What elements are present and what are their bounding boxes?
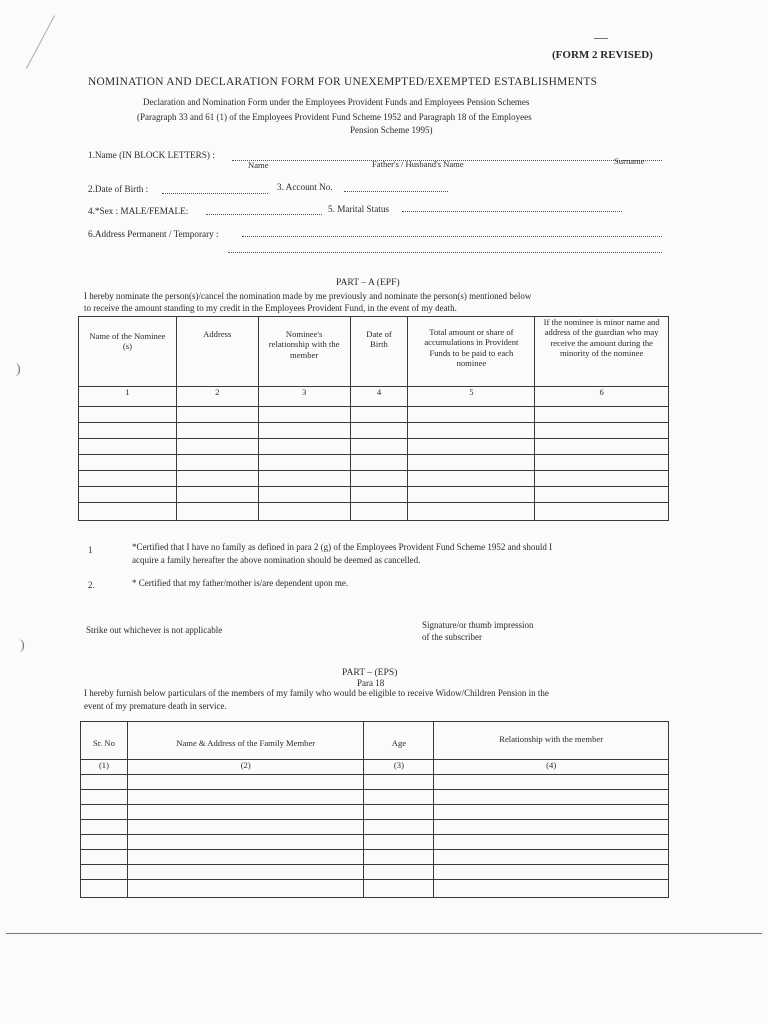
name-sub-father: Father's / Husband's Name (372, 159, 464, 169)
part-a-table (78, 316, 669, 521)
part-a-number-row (79, 387, 669, 407)
part-a-col-number: 4 (350, 387, 408, 407)
part-eps-intro-1: I hereby furnish below particulars of the members of my family who would be eligible to receive Widow/Children Pension in the (84, 688, 549, 698)
account-field[interactable] (344, 191, 448, 192)
form-title: NOMINATION AND DECLARATION FORM FOR UNEXEMPTED/EXEMPTED ESTABLISHMENTS (88, 76, 598, 88)
part-eps-col-number: (1) (81, 760, 128, 775)
part-eps-table (80, 721, 669, 898)
part-a-header-nominee-name: Name of the Nominee (s) (79, 317, 177, 387)
part-a-table-row[interactable] (79, 439, 669, 455)
part-eps-header-relationship: Relationship with the member (434, 722, 669, 760)
cert-2-number: 2. (88, 580, 95, 590)
part-eps-col-number: (4) (434, 760, 669, 775)
part-a-col-number: 6 (535, 387, 669, 407)
form-code: (FORM 2 REVISED) (552, 49, 653, 61)
part-eps-number-row (81, 760, 669, 775)
address-field-line-1[interactable] (242, 236, 662, 237)
form-subtitle-3: Pension Scheme 1995) (350, 125, 433, 135)
part-eps-title: PART – (EPS) (342, 667, 398, 678)
part-a-col-number: 2 (176, 387, 258, 407)
part-eps-table-row[interactable] (81, 835, 669, 850)
part-a-col-number: 1 (79, 387, 177, 407)
part-eps-table-row[interactable] (81, 775, 669, 790)
part-eps-para: Para 18 (357, 678, 385, 688)
cert-1-number: 1 (88, 545, 93, 555)
part-a-title: PART – A (EPF) (336, 277, 400, 288)
part-a-col-number: 3 (258, 387, 350, 407)
part-a-header-guardian: If the nominee is minor name and address of the guardian who may receive the amount during the minority of the nominee (535, 317, 669, 387)
part-a-header-relationship: Nominee's relationship with the member (258, 317, 350, 387)
part-a-table-row[interactable] (79, 455, 669, 471)
part-eps-header-row (81, 722, 669, 760)
part-a-table-row[interactable] (79, 503, 669, 521)
part-a-table-row[interactable] (79, 471, 669, 487)
part-a-header-row (79, 317, 669, 387)
form-subtitle-2: (Paragraph 33 and 61 (1) of the Employees Provident Fund Scheme 1952 and Paragraph 18 of the Employees (137, 112, 532, 122)
part-a-col-number: 5 (408, 387, 535, 407)
part-eps-col-number: (3) (364, 760, 434, 775)
cert-1-text-b: acquire a family hereafter the above nomination should be deemed as cancelled. (132, 555, 421, 565)
scan-mark: ) (16, 362, 21, 377)
name-sub-name: Name (248, 160, 269, 170)
part-eps-table-row[interactable] (81, 865, 669, 880)
sex-label: 4.*Sex : MALE/FEMALE: (88, 206, 189, 216)
strike-out-note: Strike out whichever is not applicable (86, 625, 223, 635)
dob-field[interactable] (162, 193, 268, 194)
part-a-header-address: Address (176, 317, 258, 387)
part-eps-table-row[interactable] (81, 790, 669, 805)
form-subtitle-1: Declaration and Nomination Form under the Employees Provident Funds and Employees Pension Schemes (143, 97, 530, 107)
marital-field[interactable] (402, 211, 622, 212)
part-a-intro-1: I hereby nominate the person(s)/cancel the nomination made by me previously and nominate the person(s) mentioned below (84, 291, 532, 301)
part-eps-table-row[interactable] (81, 805, 669, 820)
header-dash (594, 38, 608, 39)
part-eps-intro-2: event of my premature death in service. (84, 701, 227, 711)
part-a-header-amount: Total amount or share of accumulations in Provident Funds to be paid to each nominee (408, 317, 535, 387)
sex-field[interactable] (206, 214, 322, 215)
account-label: 3. Account No. (277, 182, 333, 192)
part-eps-header-name-address: Name & Address of the Family Member (127, 722, 364, 760)
dob-label: 2.Date of Birth : (88, 184, 149, 194)
part-a-table-row[interactable] (79, 487, 669, 503)
part-a-intro-2: to receive the amount standing to my credit in the Employees Provident Fund, in the event of my death. (84, 303, 457, 313)
part-eps-col-number: (2) (127, 760, 364, 775)
cert-2-text: * Certified that my father/mother is/are dependent upon me. (132, 578, 349, 588)
part-a-table-row[interactable] (79, 423, 669, 439)
name-label: 1.Name (IN BLOCK LETTERS) : (88, 150, 215, 160)
part-a-header-dob: Date of Birth (350, 317, 408, 387)
part-eps-header-age: Age (364, 722, 434, 760)
marital-label: 5. Marital Status (328, 204, 389, 214)
address-field-line-2[interactable] (228, 252, 662, 253)
part-a-table-row[interactable] (79, 407, 669, 423)
signature-label-1: Signature/or thumb impression (422, 620, 534, 630)
page-bottom-rule (6, 933, 762, 934)
scan-streak (26, 15, 55, 68)
part-eps-table-row[interactable] (81, 820, 669, 835)
signature-label-2: of the subscriber (422, 632, 482, 642)
name-sub-surname: Surname (614, 156, 645, 166)
part-eps-table-row[interactable] (81, 850, 669, 865)
part-eps-table-row[interactable] (81, 880, 669, 898)
address-label: 6.Address Permanent / Temporary : (88, 229, 219, 239)
scan-mark: ) (20, 638, 25, 653)
part-eps-header-sr-no: Sr. No (81, 722, 128, 760)
cert-1-text-a: *Certified that I have no family as defined in para 2 (g) of the Employees Provident Fund Scheme 1952 and should I (132, 542, 553, 552)
